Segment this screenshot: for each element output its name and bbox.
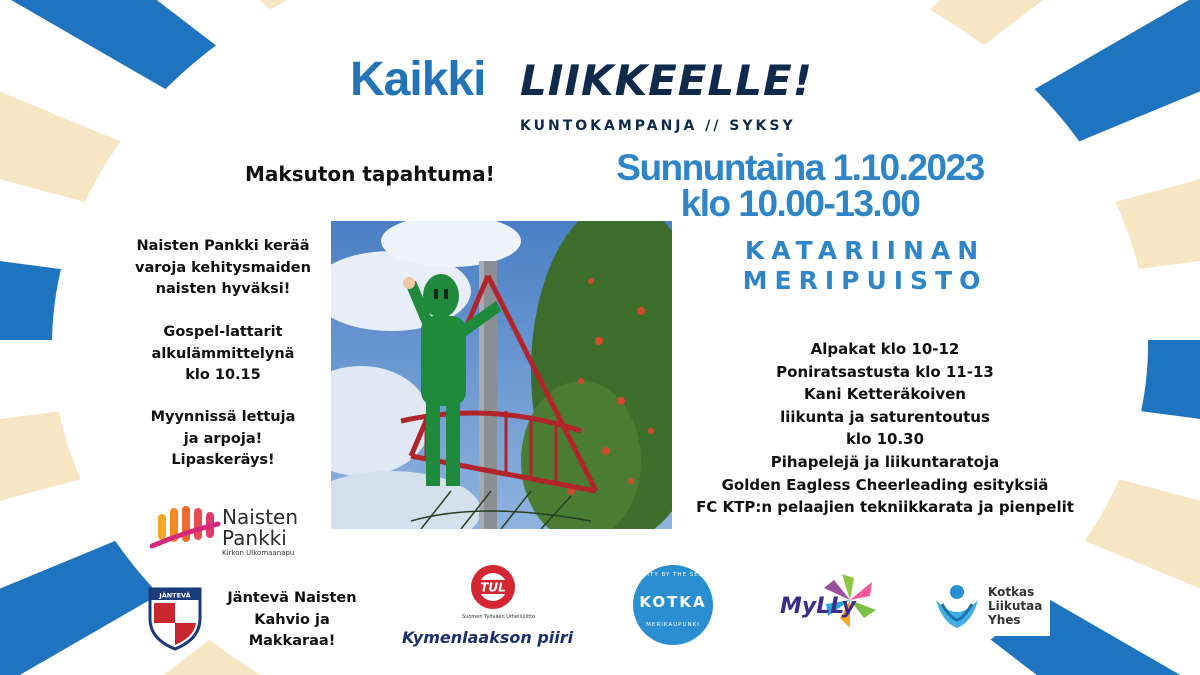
info-line: Myynnissä lettuja xyxy=(150,409,296,425)
campaign-tagline: KUNTOKAMPANJA // SYKSY xyxy=(520,118,796,134)
jantteva-info xyxy=(222,588,362,653)
info-line: Gospel-lattarit xyxy=(163,324,283,340)
info-line: varoja kehitysmaiden xyxy=(135,259,311,276)
program-item: Poniratsastusta klo 11-13 xyxy=(776,362,994,381)
kotka-top-text: CITY BY THE SEA xyxy=(642,572,704,578)
program-item: klo 10.30 xyxy=(845,430,925,449)
program-item: FC KTP:n pelaajien tekniikkarata ja pienpelit xyxy=(696,498,1074,517)
location-line-2: MERIPUISTO xyxy=(742,266,988,295)
np-line-2: Pankki xyxy=(222,526,287,550)
location-line-1: KATARIINAN xyxy=(744,236,986,265)
brand-kaikki: Kaikki xyxy=(350,53,486,106)
tul-logo xyxy=(465,563,521,613)
info-line: Naisten Pankki kerää xyxy=(136,238,310,254)
jantteva-shield-logo xyxy=(146,585,204,651)
tul-name: Kymenlaakson piiri xyxy=(402,628,574,647)
info-line: klo 10.15 xyxy=(185,367,261,383)
naisten-pankki-name xyxy=(222,507,298,549)
naisten-pankki-subtitle: Kirkon Ulkomaanapu xyxy=(222,549,295,557)
event-time-line: klo 10.00-13.00 xyxy=(680,183,920,224)
kotka-bottom-text: MERIKAUPUNKI xyxy=(646,622,700,628)
np-line-1: Naisten xyxy=(222,505,299,529)
myly-word: MyLLy xyxy=(780,594,856,619)
left-info-block-1 xyxy=(118,236,328,301)
program-item: Pihapelejä ja liikuntaratoja xyxy=(770,452,1000,471)
left-info-block-3 xyxy=(118,407,328,472)
event-location xyxy=(700,236,1030,296)
brand-liikkeelle: LIIKKEELLE! xyxy=(520,56,813,105)
kotka-word: KOTKA xyxy=(639,593,707,611)
kly-line: Yhes xyxy=(988,613,1021,627)
jantteva-line: Kahvio ja xyxy=(254,611,330,628)
free-event-label: Maksuton tapahtuma! xyxy=(245,162,495,186)
kly-text xyxy=(988,585,1042,627)
event-date xyxy=(600,147,1000,224)
program-item: Kani Ketteräkoiven xyxy=(803,385,966,404)
info-line: Lipaskeräys! xyxy=(171,452,275,468)
program-list xyxy=(690,338,1080,519)
program-item: Golden Eagless Cheerleading esityksiä xyxy=(721,475,1049,494)
kly-line: Kotkas xyxy=(988,585,1035,599)
tul-badge-text: TUL xyxy=(480,580,506,595)
jantteva-shield-text: JÄNTEVÄ xyxy=(159,591,191,600)
program-item: Alpakat klo 10-12 xyxy=(810,340,960,358)
left-info-block-2 xyxy=(118,322,328,387)
photo-mascot-climbing-tower xyxy=(331,221,672,529)
tul-subtitle: Suomen Työväen Urheiluliitto xyxy=(462,614,536,620)
info-line: ja arpoja! xyxy=(183,430,263,447)
info-line: alkulämmittelynä xyxy=(151,345,295,362)
info-line: naisten hyväksi! xyxy=(155,281,291,297)
kly-figure-icon xyxy=(932,582,982,632)
program-item: liikunta ja saturentoutus xyxy=(780,407,990,426)
jantteva-line: Jäntevä Naisten xyxy=(227,590,357,606)
kly-line: Liikutaa xyxy=(988,599,1043,613)
event-date-line: Sunnuntaina 1.10.2023 xyxy=(616,147,984,188)
jantteva-line: Makkaraa! xyxy=(248,633,336,649)
